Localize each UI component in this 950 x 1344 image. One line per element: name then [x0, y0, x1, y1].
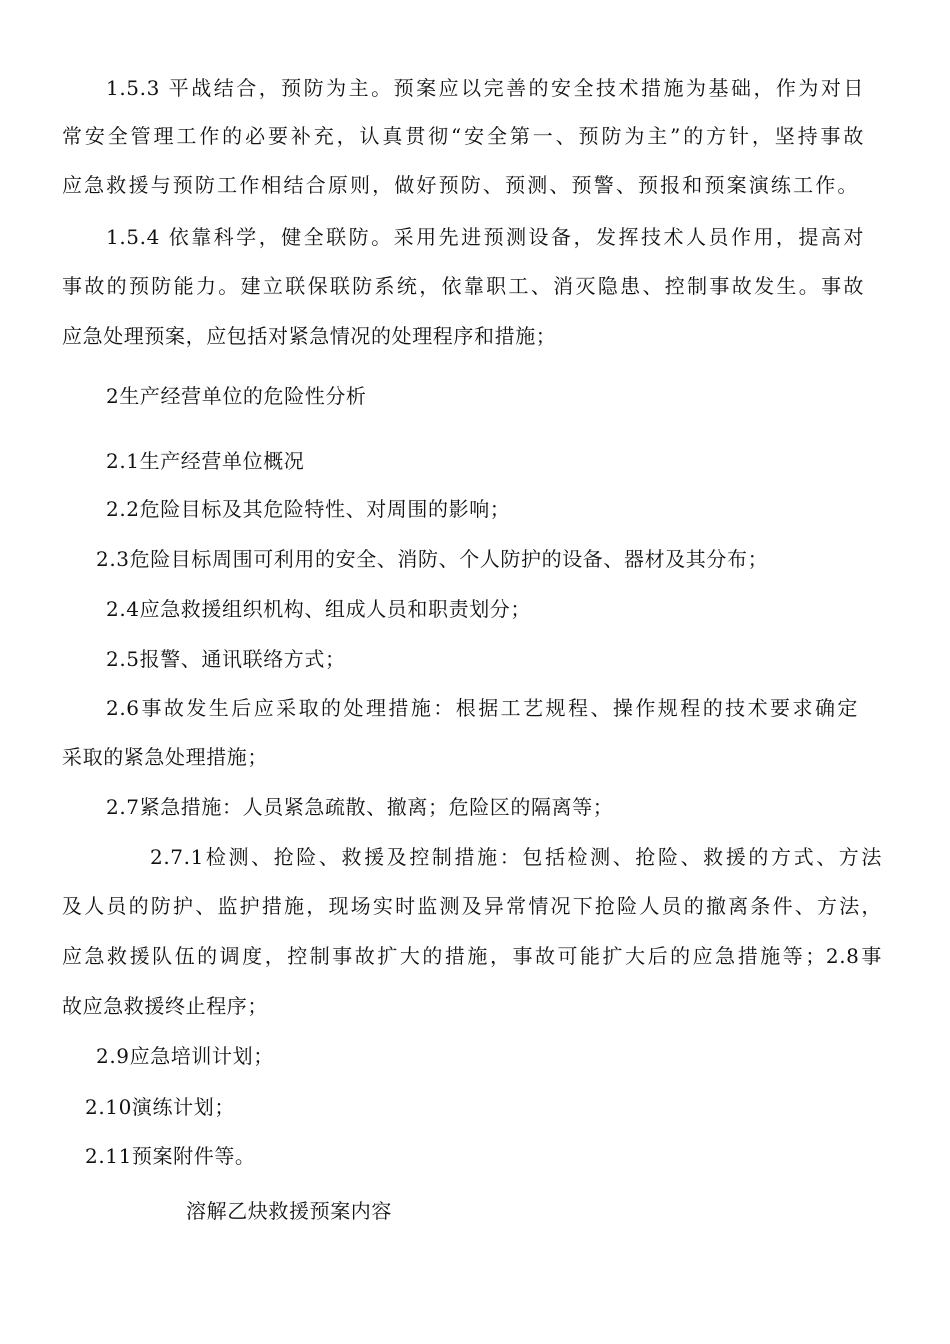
text-line: 应急救援队伍的调度，控制事故扩大的措施，事故可能扩大后的应急措施等；2.8事 — [62, 944, 882, 968]
text-line: 常安全管理工作的必要补充，认真贯彻“安全第一、预防为主”的方针，坚持事故 — [62, 124, 864, 148]
text-line: 2.3危险目标周围可利用的安全、消防、个人防护的设备、器材及其分布； — [96, 547, 769, 571]
text-line: 2.11预案附件等。 — [85, 1144, 256, 1168]
text-line: 2.1生产经营单位概况 — [106, 449, 305, 473]
text-line: 2.9应急培训计划； — [96, 1044, 274, 1068]
text-line: 2.6事故发生后应采取的处理措施：根据工艺规程、操作规程的技术要求确定 — [106, 696, 858, 720]
text-line: 2.2危险目标及其危险特性、对周围的影响； — [106, 497, 511, 521]
text-line: 采取的紧急处理措施； — [62, 745, 268, 769]
text-line: 事故的预防能力。建立联保联防系统，依靠职工、消灭隐患、控制事故发生。事故 — [62, 274, 864, 298]
text-line: 及人员的防护、监护措施，现场实时监测及异常情况下抢险人员的撤离条件、方法， — [62, 894, 882, 918]
text-line: 应急救援与预防工作相结合原则，做好预防、预测、预警、预报和预案演练工作。 — [62, 173, 858, 197]
text-line: 1.5.3 平战结合，预防为主。预案应以完善的安全技术措施为基础，作为对日 — [106, 76, 864, 100]
section-heading: 2生产经营单位的危险性分析 — [106, 384, 367, 408]
text-line: 2.10演练计划； — [85, 1095, 235, 1119]
section-title: 溶解乙炔救援预案内容 — [186, 1199, 392, 1223]
text-line: 2.5报警、通讯联络方式； — [106, 647, 346, 671]
text-line: 故应急救援终止程序； — [62, 994, 268, 1018]
text-line: 2.4应急救援组织机构、组成人员和职责划分； — [106, 597, 532, 621]
text-line: 2.7.1检测、抢险、救援及控制措施：包括检测、抢险、救援的方式、方法 — [150, 845, 882, 869]
text-line: 2.7紧急措施：人员紧急疏散、撤离；危险区的隔离等； — [106, 795, 614, 819]
text-line: 1.5.4 依靠科学，健全联防。采用先进预测设备，发挥技术人员作用，提高对 — [106, 225, 864, 249]
text-line: 应急处理预案，应包括对紧急情况的处理程序和措施； — [62, 324, 557, 348]
